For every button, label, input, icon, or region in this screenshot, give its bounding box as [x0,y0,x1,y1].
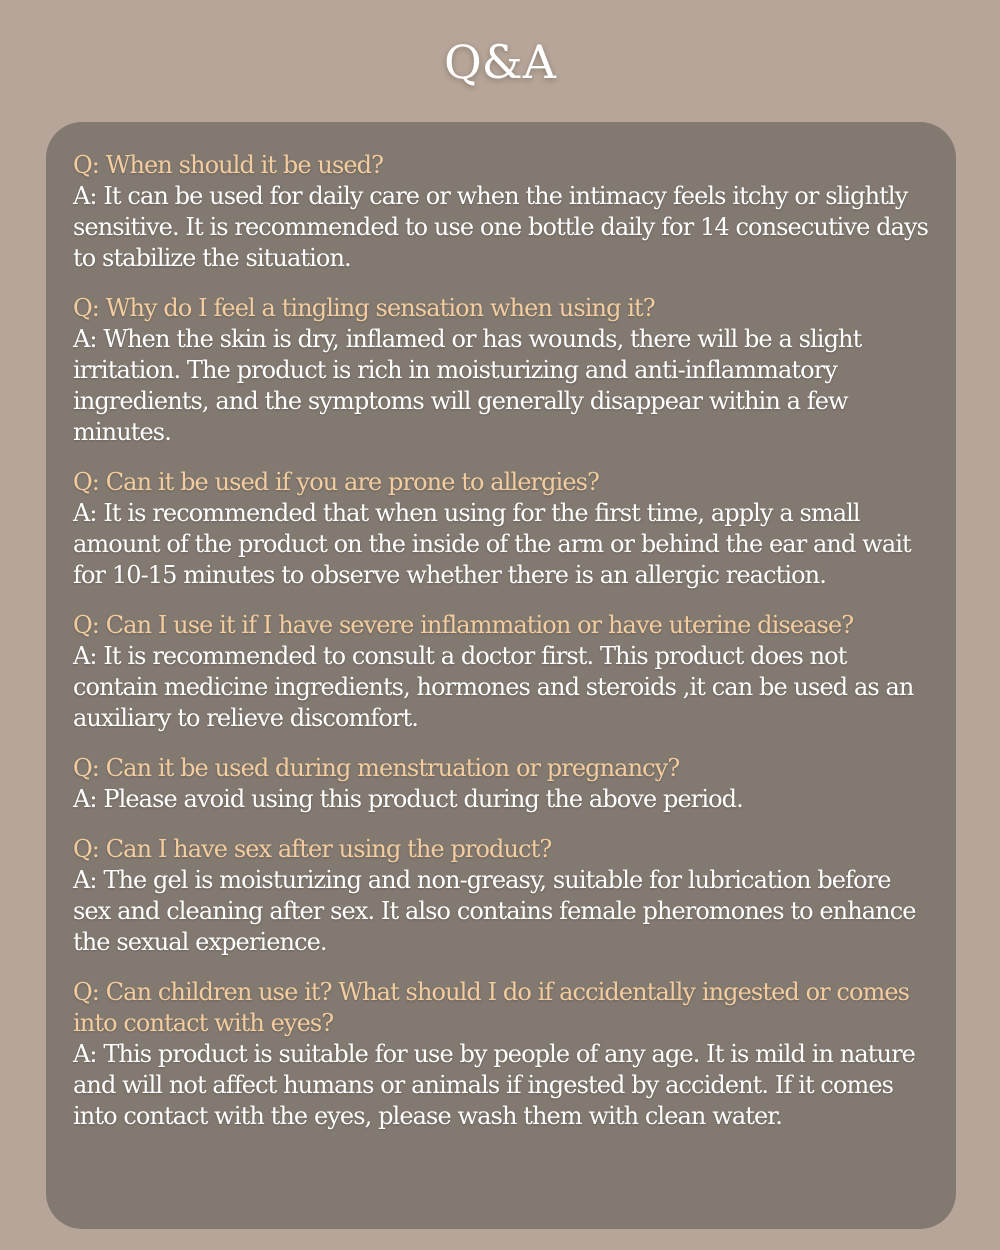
qa-question: Q: Can I have sex after using the product? [73,835,552,863]
qa-question: Q: Can children use it? What should I do if accidentally ingested or comes into contact with eyes? [73,978,910,1037]
qa-answer: A: It is recommended to consult a doctor first. This product does not contain medicine ingredients, hormones and steroids ,it can be used as an auxiliary to relieve discomfort. [73,642,914,732]
qa-answer: A: When the skin is dry, inflamed or has wounds, there will be a slight irritation. The product is rich in moisturizing and anti-inflammatory ingredients, and the symptoms will generally disappear within a few minutes. [73,325,862,446]
qa-question: Q: Can it be used during menstruation or pregnancy? [73,754,680,782]
qa-question: Q: Can it be used if you are prone to allergies? [73,468,600,496]
qa-item-inflammation [73,610,930,734]
qa-item-tingling [73,293,930,448]
qa-item-allergies [73,467,930,591]
qa-item-children [73,977,930,1132]
qa-answer: A: This product is suitable for use by people of any age. It is mild in nature and will not affect humans or animals if ingested by accident. If it comes into contact with the eyes, please wash them with clean water. [73,1040,915,1130]
qa-question: Q: Why do I feel a tingling sensation when using it? [73,294,655,322]
qa-item-menstruation [73,753,930,815]
qa-answer: A: It is recommended that when using for the first time, apply a small amount of the product on the inside of the arm or behind the ear and wait for 10-15 minutes to observe whether there is an allergic reaction. [73,499,911,589]
qa-item-sex [73,834,930,958]
qa-answer: A: Please avoid using this product during the above period. [73,785,743,813]
page-title: Q&A [444,35,556,89]
qa-item-when-to-use [73,150,930,274]
qa-panel [46,122,956,1229]
qa-answer: A: It can be used for daily care or when the intimacy feels itchy or slightly sensitive. It is recommended to use one bottle daily for 14 consecutive days to stabilize the situation. [73,182,929,272]
qa-answer: A: The gel is moisturizing and non-greasy, suitable for lubrication before sex and cleaning after sex. It also contains female pheromones to enhance the sexual experience. [73,866,916,956]
qa-question: Q: When should it be used? [73,151,384,179]
qa-question: Q: Can I use it if I have severe inflammation or have uterine disease? [73,611,854,639]
